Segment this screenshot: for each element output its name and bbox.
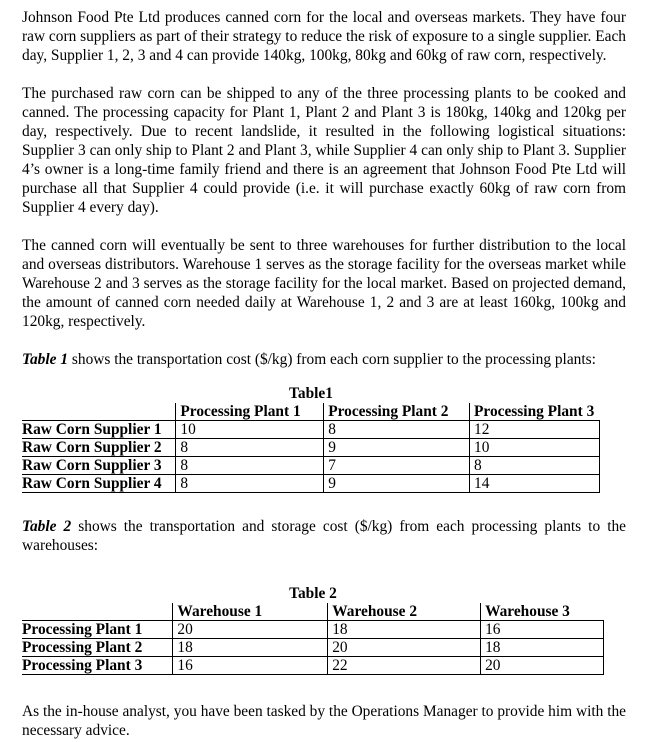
- table2-cell: 18: [328, 621, 481, 639]
- table1-cell: 10: [470, 439, 600, 457]
- table1-cell: 9: [324, 439, 470, 457]
- table1-col-header: Processing Plant 1: [176, 403, 324, 421]
- table2-row-label: Processing Plant 2: [22, 639, 173, 657]
- table1-cell: 7: [324, 457, 470, 475]
- table2-cell: 20: [173, 621, 328, 639]
- paragraph-processing-plants: The purchased raw corn can be shipped to any of the three processing plants to be cooked and canned. The processing capacity for Plant 1, Plant 2 and Plant 3 is 180kg, 140kg and 120kg per day, respectively. Due to recent landslide, it resulted in the following logistical situations: Supplier 3 can only ship to Plant 2 and Plant 3, while Supplier 4 can only ship to Plant 3. Supplier 4’s owner is a long-time family friend and there is an agreement that Johnson Food Pte Ltd will purchase all that Supplier 4 could provide (i.e. it will purchase exactly 60kg of raw corn from Supplier 4 every day).: [22, 85, 626, 216]
- table1-cell: 8: [176, 439, 324, 457]
- table-row: [22, 421, 600, 439]
- table2-cell: 20: [481, 657, 604, 675]
- table2: [22, 603, 604, 675]
- table1-row-label: Raw Corn Supplier 4: [22, 475, 176, 493]
- table1-row-label: Raw Corn Supplier 1: [22, 421, 176, 439]
- table-row: [22, 639, 604, 657]
- table-row: [22, 621, 604, 639]
- table-row: [22, 475, 600, 493]
- table2-block: [22, 584, 626, 675]
- table1-cell: 8: [176, 457, 324, 475]
- table2-cell: 22: [328, 657, 481, 675]
- table2-col-header: Warehouse 2: [328, 603, 481, 621]
- table1-intro: [22, 350, 626, 369]
- table1-caption: Table1: [289, 385, 333, 402]
- table-row: [22, 439, 600, 457]
- table2-col-header: Warehouse 3: [481, 603, 604, 621]
- table2-cell: 16: [481, 621, 604, 639]
- table2-corner-cell: [22, 603, 173, 621]
- table1-corner-cell: [22, 403, 176, 421]
- paragraph-suppliers: Johnson Food Pte Ltd produces canned corn for the local and overseas markets. They have four raw corn suppliers as part of their strategy to reduce the risk of exposure to a single supplier. Each day, Supplier 1, 2, 3 and 4 can provide 140kg, 100kg, 80kg and 60kg of raw corn, respectively.: [22, 9, 626, 64]
- table1-intro-label: Table 1: [22, 351, 69, 368]
- table1-cell: 10: [176, 421, 324, 439]
- table1-header-row: [22, 403, 600, 421]
- table1-col-header: Processing Plant 3: [470, 403, 600, 421]
- table2-header-row: [22, 603, 604, 621]
- table1-cell: 8: [470, 457, 600, 475]
- document-page: [22, 8, 626, 740]
- table2-cell: 20: [328, 639, 481, 657]
- table1-intro-text: shows the transportation cost ($/kg) from each corn supplier to the processing plants:: [68, 351, 596, 368]
- table1-col-header: Processing Plant 2: [324, 403, 470, 421]
- table1-cell: 12: [470, 421, 600, 439]
- table2-intro-text: shows the transportation and storage cost ($/kg) from each processing plants to the warehouses:: [22, 518, 626, 554]
- table1-cell: 14: [470, 475, 600, 493]
- table2-caption: Table 2: [289, 585, 337, 602]
- table1-row-label: Raw Corn Supplier 2: [22, 439, 176, 457]
- table2-cell: 18: [173, 639, 328, 657]
- table2-intro: [22, 517, 626, 555]
- table-row: [22, 457, 600, 475]
- table1-cell: 8: [176, 475, 324, 493]
- table1-cell: 8: [324, 421, 470, 439]
- paragraph-closing: As the in-house analyst, you have been tasked by the Operations Manager to provide him with the necessary advice.: [22, 703, 626, 739]
- table-row: [22, 657, 604, 675]
- table1-cell: 9: [324, 475, 470, 493]
- table2-intro-label: Table 2: [22, 518, 72, 535]
- paragraph-warehouses: The canned corn will eventually be sent to three warehouses for further distribution to the local and overseas distributors. Warehouse 1 serves as the storage facility for the overseas market while Warehouse 2 and 3 serves as the storage facility for the local market. Based on projected demand, the amount of canned corn needed daily at Warehouse 1, 2 and 3 are at least 160kg, 100kg and 120kg, respectively.: [22, 237, 626, 330]
- table2-cell: 18: [481, 639, 604, 657]
- table2-row-label: Processing Plant 1: [22, 621, 173, 639]
- table2-col-header: Warehouse 1: [173, 603, 328, 621]
- table1-row-label: Raw Corn Supplier 3: [22, 457, 176, 475]
- table1-block: [22, 384, 626, 493]
- table2-row-label: Processing Plant 3: [22, 657, 173, 675]
- table2-cell: 16: [173, 657, 328, 675]
- table1: [22, 403, 600, 493]
